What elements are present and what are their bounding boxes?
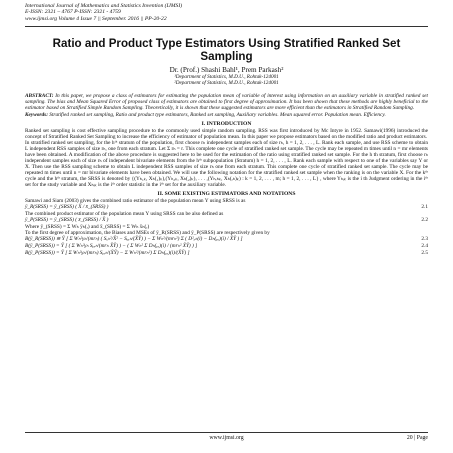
page-number: 20 | Page [406, 435, 428, 441]
affiliation-1: ¹Department of Statistics, M.D.U., Rohtak-124001 [174, 74, 279, 81]
authors: Dr. (Prof.) Shashi Bahl¹, Prem Parkash² [169, 66, 284, 75]
issn-line: E-ISSN: 2321 – 4767 P-ISSN: 2321 - 4759 [25, 9, 121, 16]
equation-number: 2.4 [421, 243, 428, 250]
keywords [25, 112, 428, 118]
abstract [25, 93, 428, 111]
where-definitions: Where ȳ_(SRSS) = Σ Wₕ ȳₕ(ᵣ) and x̄_(SRSS) = Σ Wₕ x̄ₕ(ᵣ) [25, 224, 150, 231]
footer-url: www.ijmsi.org [209, 435, 244, 441]
equation-formula: B(ȳ_P(SRSS)) = Ȳ [ ( Σ Wₕ²γₕ Sᵧₓₕ/(mrₕ X̄Ȳ) ) − ( Σ Wₕ² Σ Dₕ(ᵧₓ)(i) / (mrₕ² X̄Ȳ) ) ] [25, 243, 198, 250]
page-footer [25, 435, 428, 441]
equation-2-5 [25, 250, 428, 257]
section2-paragraph-3: To the first degree of approximation, the Biases and MSEs of ȳ_R(SRSS) and ȳ_P(SRSS) are respectively given by [25, 230, 270, 237]
abstract-block [25, 93, 428, 118]
journal-name: International Journal of Mathematics and Statistics Invention (IJMSI) [25, 3, 183, 9]
intro-paragraph-1: Ranked set sampling is cost effective sampling procedure to the commonly used simple random sampling. RSS was first introduced by Mc Intyre in 1952. Samawi(1996) introduced the concept of Stratified Ranked Set Sampling to increase the efficiency of estimator of population mean. In this paper we propose estimators based on the modified ratio and product estimators. [25, 127, 428, 140]
section-heading-introduction: I. INTRODUCTION [201, 120, 252, 127]
equation-number: 2.5 [421, 250, 428, 257]
running-header [25, 3, 428, 22]
section-heading-existing-estimators: II. SOME EXISTING ESTIMATORS AND NOTATIONS [157, 191, 296, 198]
keywords-text: Stratified ranked set sampling, Ratio and product type estimators, Ranked set sampling, Auxiliary variables. Mean squared error. Population mean. Efficiency. [49, 111, 386, 118]
equation-number: 2.2 [421, 217, 428, 224]
equation-formula: B(ȳ_R(SRSS)) ≅ Ȳ [ Σ Wₕ²γₕ/(mrₕ) ( Sₓₕ²/X̄² − Sᵧₓₕ/(X̄Ȳ) ) − Σ Wₕ²/(mrₕ²) Σ ( D²ₓₕ(i) − Dₕ(ᵧₓ)(i) / X̄Ȳ ) ] [25, 236, 243, 243]
equation-formula: ȳ_R(SRSS) = ȳ_(SRSS) ( X̄ / x̄_(SRSS) ) [25, 204, 109, 211]
paper-title: Ratio and Product Type Estimators Using Stratified Ranked Set Sampling [52, 37, 401, 64]
volume-line: www.ijmsi.org Volume 4 Issue 7 || September. 2016 || PP-20-22 [25, 15, 167, 22]
section2-paragraph-2: The combined product estimator of the population mean Y using SRSS can be also defined as [25, 211, 224, 218]
abstract-text: In this paper, we propose a class of estimators for estimating the population mean of variable of interest using information on an auxiliary variable in stratified ranked set sampling. The bias and Mean Squared Error of proposed class of estimators are obtained to first degree of approximation. It has been shown that these methods are highly beneficial to the estimator based on Stratified Simple Random Sampling. Theoretically, it is shown that these suggested estimators are more efficient than the estimators in Stratified Random Sampling. [25, 92, 428, 111]
equation-formula: ȳ_P(SRSS) = ȳ_(SRSS) ( x̄_(SRSS) / X̄ ) [25, 217, 109, 224]
abstract-label: ABSTRACT: [25, 92, 54, 99]
equation-formula: B(ȳ_P(SRSS)) = Ȳ [ Σ Wₕ²γₕ/(mrₕ) Sᵧₓₕ/(X̄Ȳ) − Σ Wₕ²/(mrₕ²) Σ Dₕ(ᵧₓ)(i)/(X̄Ȳ) ] [25, 250, 190, 257]
intro-paragraph-2: In stratified ranked set sampling, for the hᵗʰ stratum of the population, first choose rₕ independent samples each of size rₕ, h = 1, 2, . . . , L. Rank each sample, and use RSS scheme to obtain L independent RSS samples of size rₕ, one from each stratum. Let Σ rₕ = r. This complete one cycle of stratified ranked set sample. The cycle may be repeated m times until n = mr elements have been obtained. A modification of the above procedure is suggested here to be used for the estimation of the ratio using stratified ranked set sample. For the h th stratum, first choose rₕ independent samples each of size rₕ of independent bivariate elements from the hᵗʰ subpopulation (Stratum) h = 1, 2, . . . , L. Rank each sample with respect to one of the variables say Y or X. Then use the RSS sampling scheme to obtain L independent RSS samples of size rₕ one from each stratum. This complete one cycle of stratified ranked set sample. The cycle may be repeated m times until n = mr bivariate elements have been obtained. We will use the following notation for the stratified ranked set sample when the ranking is on the variable X. For the kᵗʰ cycle and the hᵗʰ stratum, the SRSS is denoted by {(Yₕ₁ₖ, Xₕ(₁)ₖ),(Yₕ₂ₖ, Xₕ(₂)ₖ), . . . ,(Yₕᵣₕₖ, Xₕ(ᵣₕ)ₖ) : k = 1, 2, . . . , m; h = 1, 2, . . . , L} , where Yₕᵢₖ is the i th Judgment ordering in the iᵗʰ set for the study variable and Xₕᵢₖ is the iᵗʰ order statistic in the iᵗʰ set for the auxiliary variable. [25, 139, 428, 189]
equation-number: 2.3 [421, 236, 428, 243]
section2-paragraph-1: Samawi and Siam (2003) gives the combined ratio estimator of the population mean Y using SRSS is as [25, 198, 246, 205]
footer-rule [25, 432, 428, 433]
equation-number: 2.1 [421, 204, 428, 211]
keywords-label: Keywords: [25, 111, 48, 118]
affiliation-2: ²Department of Statistics, M.D.U., Rohtak-124001 [174, 80, 279, 87]
header-rule [25, 26, 428, 27]
